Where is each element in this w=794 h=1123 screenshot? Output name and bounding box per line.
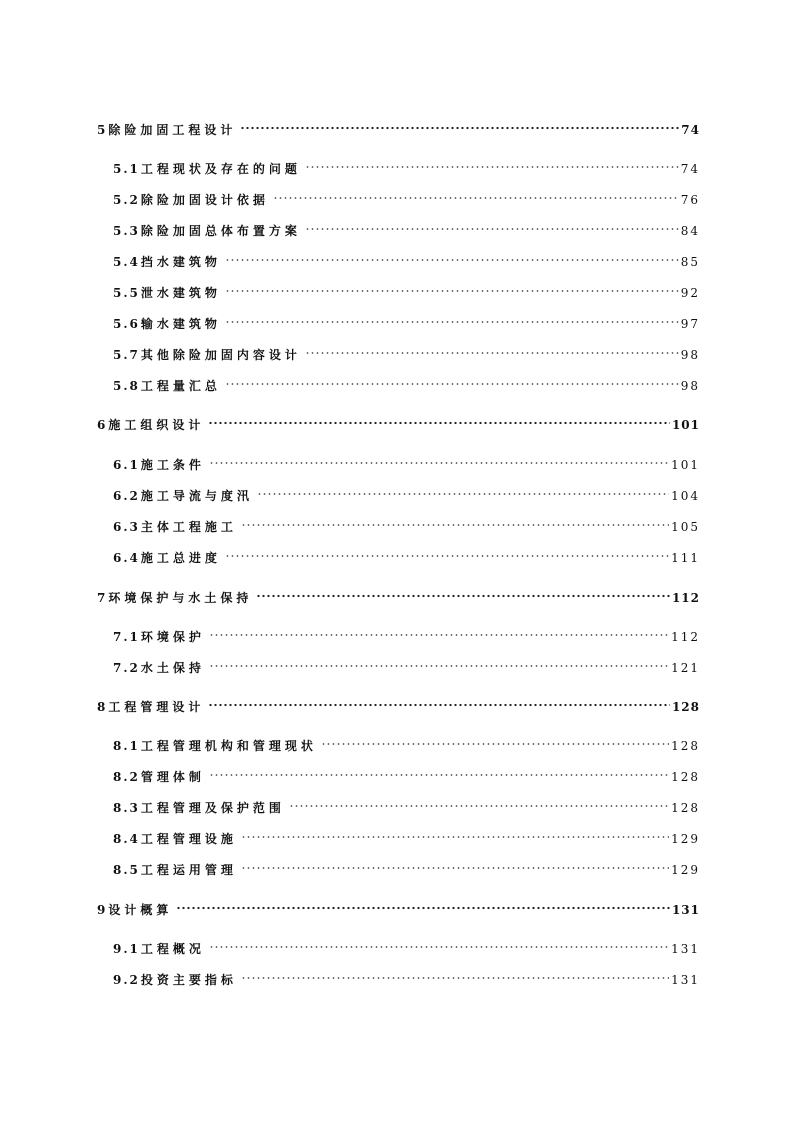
toc-title: 工程管理及保护范围 xyxy=(140,801,285,815)
toc-page-number: 131 xyxy=(671,903,700,917)
toc-entry-section-6-2[interactable] xyxy=(113,486,700,506)
toc-leader-dots xyxy=(209,460,669,466)
toc-leader-dots xyxy=(208,702,670,708)
toc-title: 其他除险加固内容设计 xyxy=(140,348,301,362)
toc-leader-dots xyxy=(209,772,669,778)
toc-number: 6.4 xyxy=(113,551,140,565)
toc-entry-section-5-6[interactable] xyxy=(113,314,700,334)
toc-page-number: 74 xyxy=(680,162,700,176)
toc-number: 8.3 xyxy=(113,801,140,815)
toc-number: 8.2 xyxy=(113,770,140,784)
toc-entry-section-8-2[interactable] xyxy=(113,767,700,787)
toc-entry-section-5-7[interactable] xyxy=(113,345,700,365)
toc-entry-section-8-1[interactable] xyxy=(113,736,700,756)
toc-page-number: 129 xyxy=(671,832,700,846)
toc-page-number: 112 xyxy=(671,630,700,644)
toc-leader-dots xyxy=(256,593,670,599)
toc-entry-section-8-4[interactable] xyxy=(113,829,700,849)
toc-page-number: 112 xyxy=(671,591,700,605)
toc-entry-section-7-1[interactable] xyxy=(113,627,700,647)
toc-leader-dots xyxy=(241,975,669,981)
toc-leader-dots xyxy=(240,125,679,131)
toc-number: 8.1 xyxy=(113,739,140,753)
toc-leader-dots xyxy=(209,944,669,950)
toc-entry-section-7-2[interactable] xyxy=(113,658,700,678)
toc-number: 9.1 xyxy=(113,942,140,956)
toc-page-number: 128 xyxy=(671,700,700,714)
toc-entry-section-9-1[interactable] xyxy=(113,939,700,959)
toc-leader-dots xyxy=(305,350,679,356)
toc-entry-section-5-2[interactable] xyxy=(113,190,700,210)
toc-number: 6 xyxy=(97,418,108,432)
toc-number: 5 xyxy=(97,123,108,137)
toc-title: 除险加固设计依据 xyxy=(140,193,269,207)
toc-title: 施工组织设计 xyxy=(108,418,205,432)
toc-leader-dots xyxy=(241,865,669,871)
toc-entry-section-5-4[interactable] xyxy=(113,252,700,272)
toc-page-number: 111 xyxy=(671,551,700,565)
toc-page-number: 98 xyxy=(680,348,700,362)
toc-entry-section-9-2[interactable] xyxy=(113,970,700,990)
toc-title: 设计概算 xyxy=(108,903,173,917)
toc-page-number: 84 xyxy=(680,224,700,238)
toc-leader-dots xyxy=(225,257,679,263)
toc-leader-dots xyxy=(209,663,669,669)
toc-leader-dots xyxy=(241,834,669,840)
toc-entry-section-6-3[interactable] xyxy=(113,517,700,537)
toc-page-number: 101 xyxy=(671,458,700,472)
toc-entry-chapter-9[interactable] xyxy=(97,900,700,920)
toc-number: 5.6 xyxy=(113,317,140,331)
toc-leader-dots xyxy=(225,319,679,325)
toc-page-number: 85 xyxy=(680,255,700,269)
toc-entry-chapter-8[interactable] xyxy=(97,697,700,717)
toc-page-number: 128 xyxy=(671,739,700,753)
toc-entry-section-8-5[interactable] xyxy=(113,860,700,880)
toc-page-number: 97 xyxy=(680,317,700,331)
toc-number: 6.1 xyxy=(113,458,140,472)
toc-leader-dots xyxy=(289,803,669,809)
toc-title: 工程量汇总 xyxy=(140,379,221,393)
toc-leader-dots xyxy=(321,741,669,747)
toc-page-number: 131 xyxy=(671,973,700,987)
toc-leader-dots xyxy=(305,226,679,232)
toc-title: 投资主要指标 xyxy=(140,973,237,987)
toc-page-number: 129 xyxy=(671,863,700,877)
toc-title: 施工条件 xyxy=(140,458,205,472)
toc-title: 工程运用管理 xyxy=(140,863,237,877)
toc-leader-dots xyxy=(208,420,670,426)
toc-entry-chapter-6[interactable] xyxy=(97,415,700,435)
toc-entry-section-8-3[interactable] xyxy=(113,798,700,818)
toc-title: 水土保持 xyxy=(140,661,205,675)
toc-leader-dots xyxy=(241,522,669,528)
toc-number: 7.1 xyxy=(113,630,140,644)
toc-page-number: 101 xyxy=(671,418,700,432)
toc-page-number: 98 xyxy=(680,379,700,393)
toc-page-number: 121 xyxy=(671,661,700,675)
toc-entry-section-5-8[interactable] xyxy=(113,376,700,396)
toc-title: 施工总进度 xyxy=(140,551,221,565)
toc-title: 工程现状及存在的问题 xyxy=(140,162,301,176)
toc-title: 环境保护 xyxy=(140,630,205,644)
toc-title: 主体工程施工 xyxy=(140,520,237,534)
toc-number: 9 xyxy=(97,903,108,917)
toc-number: 9.2 xyxy=(113,973,140,987)
toc-entry-section-6-1[interactable] xyxy=(113,455,700,475)
toc-leader-dots xyxy=(225,381,679,387)
toc-title: 施工导流与度汛 xyxy=(140,489,253,503)
toc-entry-section-5-3[interactable] xyxy=(113,221,700,241)
toc-title: 泄水建筑物 xyxy=(140,286,221,300)
toc-page-number: 104 xyxy=(671,489,700,503)
toc-number: 6.2 xyxy=(113,489,140,503)
toc-leader-dots xyxy=(225,553,669,559)
toc-title: 工程管理机构和管理现状 xyxy=(140,739,317,753)
toc-leader-dots xyxy=(176,905,670,911)
toc-number: 5.4 xyxy=(113,255,140,269)
toc-leader-dots xyxy=(273,195,679,201)
toc-leader-dots xyxy=(225,288,679,294)
toc-page-number: 92 xyxy=(680,286,700,300)
toc-number: 5.5 xyxy=(113,286,140,300)
toc-leader-dots xyxy=(305,164,679,170)
toc-title: 除险加固总体布置方案 xyxy=(140,224,301,238)
toc-number: 5.8 xyxy=(113,379,140,393)
toc-page-number: 74 xyxy=(681,123,700,137)
toc-leader-dots xyxy=(257,491,669,497)
toc-title: 工程管理设计 xyxy=(108,700,205,714)
toc-title: 管理体制 xyxy=(140,770,205,784)
toc-number: 6.3 xyxy=(113,520,140,534)
toc-entry-section-5-1[interactable] xyxy=(113,159,700,179)
toc-entry-chapter-5[interactable] xyxy=(97,120,700,140)
toc-number: 7 xyxy=(97,591,108,605)
toc-page-number: 128 xyxy=(671,770,700,784)
toc-number: 5.1 xyxy=(113,162,140,176)
toc-number: 8.4 xyxy=(113,832,140,846)
toc-number: 8.5 xyxy=(113,863,140,877)
toc-page-number: 76 xyxy=(680,193,700,207)
toc-number: 5.3 xyxy=(113,224,140,238)
toc-entry-chapter-7[interactable] xyxy=(97,588,700,608)
toc-page-number: 105 xyxy=(671,520,700,534)
toc-leader-dots xyxy=(209,632,669,638)
toc-title: 环境保护与水土保持 xyxy=(108,591,253,605)
toc-entry-section-5-5[interactable] xyxy=(113,283,700,303)
toc-title: 输水建筑物 xyxy=(140,317,221,331)
toc-title: 工程管理设施 xyxy=(140,832,237,846)
toc-number: 5.7 xyxy=(113,348,140,362)
toc-page-number: 128 xyxy=(671,801,700,815)
toc-number: 7.2 xyxy=(113,661,140,675)
toc-page-number: 131 xyxy=(671,942,700,956)
toc-number: 5.2 xyxy=(113,193,140,207)
toc-entry-section-6-4[interactable] xyxy=(113,548,700,568)
toc-title: 工程概况 xyxy=(140,942,205,956)
toc-number: 8 xyxy=(97,700,108,714)
toc-title: 挡水建筑物 xyxy=(140,255,221,269)
toc-title: 除险加固工程设计 xyxy=(108,123,237,137)
